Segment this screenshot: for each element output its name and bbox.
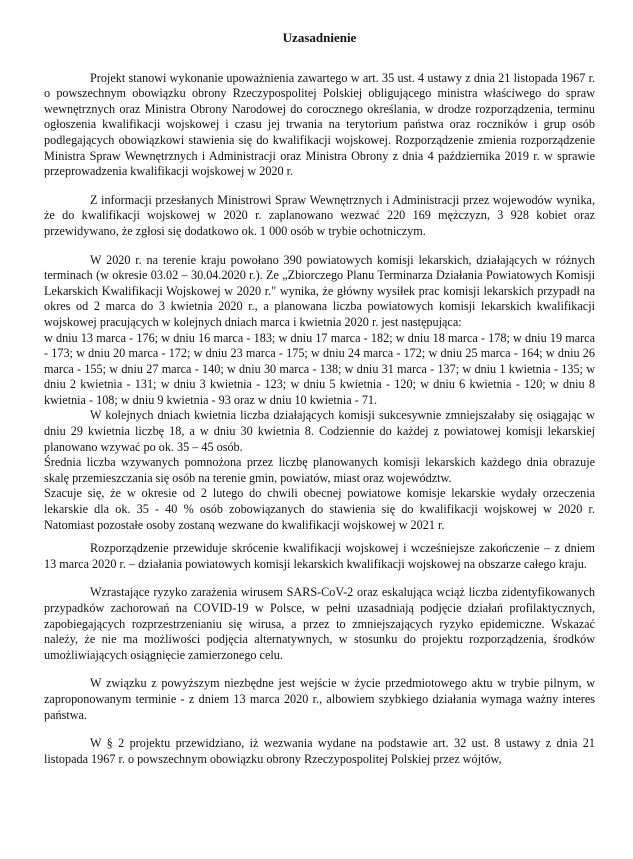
paragraph-estimate: Szacuje się, że w okresie od 2 lutego do chwili obecnej powiatowe komisje lekarskie wydały orzeczenia lekarskie dla ok. 35 - 40 % osób zobowiązanych do stawienia się do kwalifikacji wojskowej w 2020 r. Natomiast pozostałe osoby zostaną wezwane do kwalifikacji wojskowej w 2021 r. [44, 486, 595, 532]
paragraph-section-2: W § 2 projektu przewidziano, iż wezwania wydane na podstawie art. 32 ust. 8 ustawy z dnia 21 listopada 1967 r. o powszechnym obowiązku obrony Rzeczypospolitej Polskiej przez wójtów, [44, 736, 595, 766]
paragraph-urgent-entry: W związku z powyższym niezbędne jest wejście w życie przedmiotowego aktu w trybie pilnym, w zaproponowanym terminie - z dniem 13 marca 2020 r., albowiem szybkiego działania wymaga ważny interes państwa. [44, 676, 595, 722]
paragraph-april-decrease: W kolejnych dniach kwietnia liczba działających komisji sukcesywnie zmniejszałaby się osiągając w dniu 29 kwietnia liczbę 18, a w dniu 30 kwietnia 8. Codziennie do każdej z powiatowej komisji lekarskiej planowano wzywać po ok. 35 – 45 osób. [44, 408, 595, 454]
document-title: Uzasadnienie [282, 30, 357, 45]
paragraph-average-summoned: Średnia liczba wzywanych pomnożona przez liczbę planowanych komisji lekarskich każdego dnia obrazuje skalę przemieszczania się osób na terenie gmin, powiatów, miast oraz województw. [44, 455, 595, 485]
paragraph-shortening: Rozporządzenie przewiduje skrócenie kwalifikacji wojskowej i wcześniejsze zakończenie – z dniem 13 marca 2020 r. – działania powiatowych komisji lekarskich kwalifikacji wojskowej na obszarze całego kraju. [44, 541, 595, 571]
paragraph-commissions-2020: W 2020 r. na terenie kraju powołano 390 powiatowych komisji lekarskich, działających w różnych terminach (w okresie 03.02 – 30.04.2020 r.). Ze „Zbiorczego Planu Terminarza Działania Powiatowych Komisji Lekarskich Kwalifikacji Wojskowej w 2020 r." wynika, że główny wysiłek prac komisji lekarskich przypadł na okres od 2 marca do 3 kwietnia 2020 r., a planowana liczba powiatowych komisji lekarskich kwalifikacji wojskowej pracujących w kolejnych dniach marca i kwietnia 2020 r. jest następująca: [44, 252, 595, 329]
paragraph-voivode-information: Z informacji przesłanych Ministrowi Spraw Wewnętrznych i Administracji przez wojewodów wynika, że do kwalifikacji wojskowej w 2020 r. zaplanowano wezwać 220 169 mężczyzn, 3 928 kobiet oraz przewidywano, że zgłosi się dodatkowo ok. 1 000 osób w trybie ochotniczym. [44, 192, 595, 238]
paragraph-legal-basis: Projekt stanowi wykonanie upoważnienia zawartego w art. 35 ust. 4 ustawy z dnia 21 listopada 1967 r. o powszechnym obowiązku obrony Rzeczypospolitej Polskiej obligującego ministra właściwego do spraw wewnętrznych oraz Ministra Obrony Narodowej do corocznego określania, w drodze rozporządzenia, terminu ogłoszenia kwalifikacji wojskowej i czasu jej trwania na terytorium państwa oraz roczników i grup osób podlegających obowiązkowi stawienia się do kwalifikacji wojskowej. Rozporządzenie zmienia rozporządzenie Ministra Spraw Wewnętrznych i Administracji oraz Ministra Obrony z dnia 4 października 2019 r. w sprawie przeprowadzenia kwalifikacji wojskowej w 2020 r. [44, 70, 595, 179]
paragraph-daily-commission-counts: w dniu 13 marca - 176; w dniu 16 marca - 183; w dniu 17 marca - 182; w dniu 18 marca - 178; w dniu 19 marca - 173; w dniu 20 marca - 172; w dniu 23 marca - 175; w dniu 24 marca - 172; w dniu 25 marca - 164; w dniu 26 marca - 155; w dniu 27 marca - 140; w dniu 30 marca - 138; w dniu 31 marca - 137; w dniu 1 kwietnia - 135; w dniu 2 kwietnia - 131; w dniu 3 kwietnia - 123; w dniu 5 kwietnia - 120; w dniu 6 kwietnia - 120; w dniu 8 kwietnia - 108; w dniu 9 kwietnia - 93 oraz w dniu 10 kwietnia - 71. [44, 330, 595, 407]
paragraph-covid-risk: Wzrastające ryzyko zarażenia wirusem SARS-CoV-2 oraz eskalująca wciąż liczba zidentyfikowanych przypadków zachorowań na COVID-19 w Polsce, w pełni uzasadniają podjęcie działań profilaktycznych, zapobiegających rozprzestrzenianiu się wirusa, a przez to zmniejszających ryzyko epidemiczne. Wskazać należy, że nie ma możliwości podjęcia alternatywnych, w stosunku do projektu rozporządzenia, środków umożliwiających osiągnięcie zamierzonego celu. [44, 585, 595, 662]
